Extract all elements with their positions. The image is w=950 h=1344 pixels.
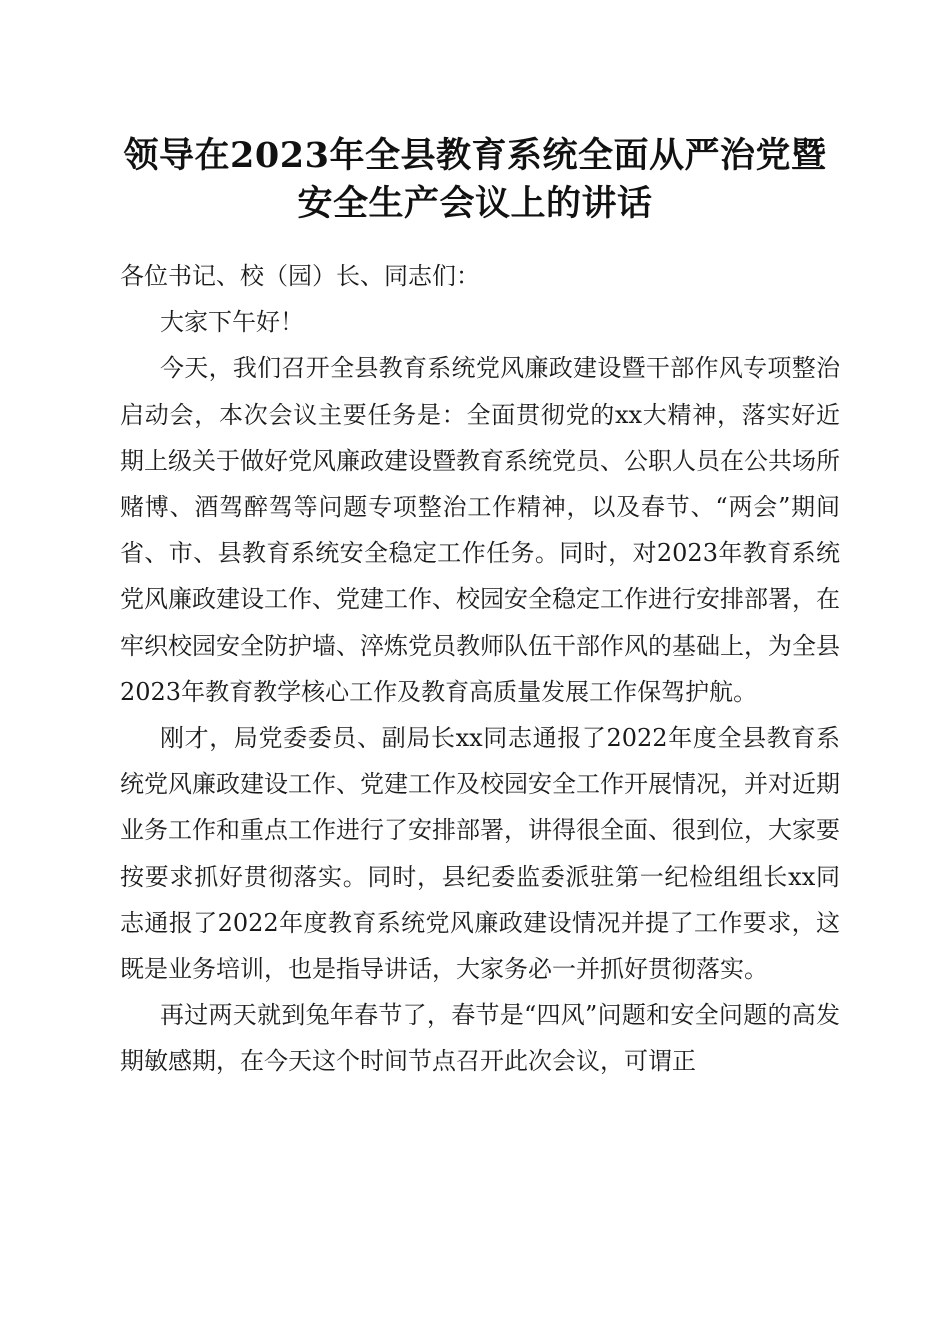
title-line-1: 领导在2023年全县教育系统全面从严治党暨 bbox=[123, 135, 827, 176]
paragraph: 再过两天就到兔年春节了，春节是“四风”问题和安全问题的高发期敏感期，在今天这个时间节点召开此次会议，可谓正 bbox=[120, 1001, 840, 1076]
paragraph: 刚才，局党委委员、副局长xx同志通报了2022年度全县教育系统党风廉政建设工作、党建工作及校园安全工作开展情况，并对近期业务工作和重点工作进行了安排部署，讲得很全面、很到位，大家要按要求抓好贯彻落实。同时，县纪委监委派驻第一纪检组组长xx同志通报了2022年度教育系统党风廉政建设情况并提了工作要求，这既是业务培训，也是指导讲话，大家务必一并抓好贯彻落实。 bbox=[120, 724, 840, 984]
greeting: 大家下午好！ bbox=[160, 308, 304, 337]
document-title bbox=[100, 132, 850, 228]
title-line-2: 安全生产会议上的讲话 bbox=[297, 183, 653, 224]
salutation: 各位书记、校（园）长、同志们： bbox=[120, 262, 480, 290]
paragraph: 今天，我们召开全县教育系统党风廉政建设暨干部作风专项整治启动会，本次会议主要任务是：全面贯彻党的xx大精神，落实好近期上级关于做好党风廉政建设暨教育系统党员、公职人员在公共场所赌博、酒驾醉驾等问题专项整治工作精神，以及春节、“两会”期间省、市、县教育系统安全稳定工作任务。同时，对2023年教育系统党风廉政建设工作、党建工作、校园安全稳定工作进行安排部署，在牢织校园安全防护墙、淬炼党员教师队伍干部作风的基础上，为全县2023年教育教学核心工作及教育高质量发展工作保驾护航。 bbox=[120, 354, 840, 706]
document-body bbox=[120, 253, 840, 1085]
